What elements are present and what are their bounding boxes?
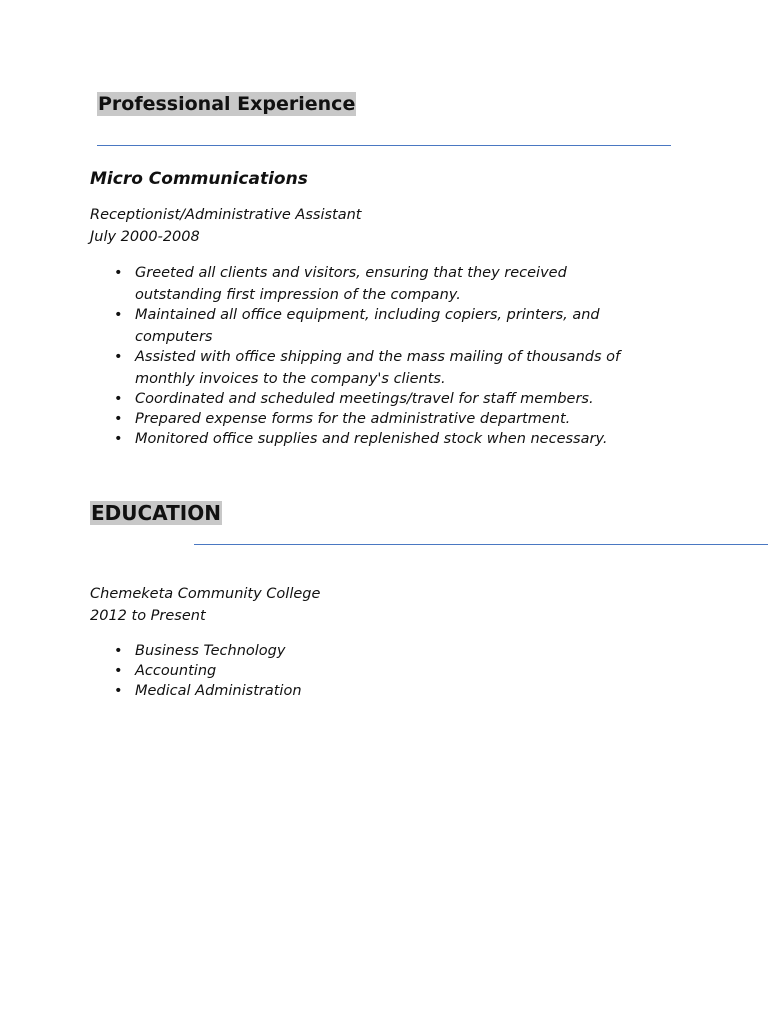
company-name: Micro Communications [90,169,308,189]
bullet-icon: • [114,349,123,365]
education-heading: EDUCATION [91,501,221,525]
experience-bullet-list [90,262,650,448]
bullet-icon: • [114,391,123,407]
bullet-text: Maintained all office equipment, including copiers, printers, and computers [135,307,600,345]
list-item [90,428,650,450]
job-title: Receptionist/Administrative Assistant [90,207,362,223]
bullet-icon: • [114,411,123,427]
school-name: Chemeketa Community College [90,586,321,602]
education-dates: 2012 to Present [90,608,206,624]
bullet-icon: • [114,683,123,699]
job-dates: July 2000-2008 [90,229,200,245]
list-item [90,388,650,410]
list-item [90,680,650,702]
bullet-text: Prepared expense forms for the administrative department. [135,411,571,427]
list-item [90,346,650,390]
bullet-icon: • [114,265,123,281]
education-bullet-list [90,640,650,700]
bullet-icon: • [114,643,123,659]
experience-heading: Professional Experience [98,93,356,115]
education-divider [194,544,768,545]
bullet-text: Coordinated and scheduled meetings/travel for staff members. [135,391,594,407]
bullet-icon: • [114,663,123,679]
bullet-icon: • [114,307,123,323]
list-item [90,304,650,348]
bullet-text: Assisted with office shipping and the mass mailing of thousands of monthly invoices to the company's clients. [135,349,621,387]
bullet-text: Accounting [135,663,217,679]
bullet-text: Medical Administration [135,683,302,699]
list-item [90,408,650,430]
bullet-text: Greeted all clients and visitors, ensuring that they received outstanding first impression of the company. [135,265,567,303]
list-item [90,640,650,662]
list-item [90,660,650,682]
list-item [90,262,650,306]
bullet-text: Business Technology [135,643,286,659]
bullet-text: Monitored office supplies and replenished stock when necessary. [135,431,608,447]
experience-divider [97,145,671,146]
bullet-icon: • [114,431,123,447]
